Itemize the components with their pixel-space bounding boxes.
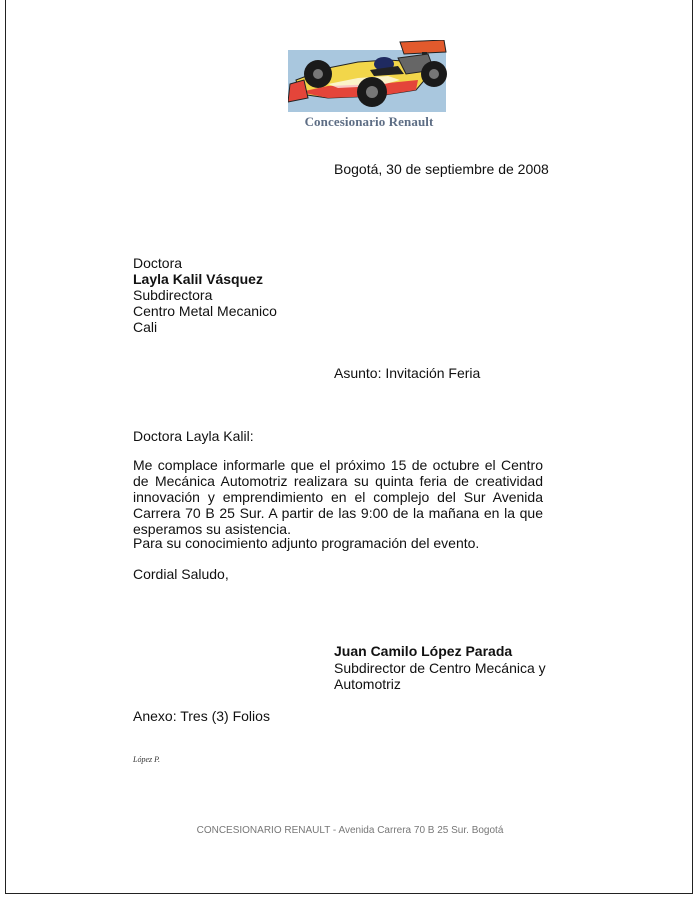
- body-paragraph-2: Para su conocimiento adjunto programación del evento.: [133, 535, 480, 551]
- date-line: Bogotá, 30 de septiembre de 2008: [334, 161, 549, 177]
- recipient-title: Doctora: [133, 255, 183, 271]
- race-car-icon: [288, 40, 448, 112]
- recipient-city: Cali: [133, 319, 158, 335]
- signature-role: [334, 660, 564, 692]
- signature-role-line-2: Automotriz: [334, 676, 401, 692]
- letter-page: [5, 0, 693, 894]
- company-name: Concesionario Renault: [304, 114, 434, 129]
- annex-line: Anexo: Tres (3) Folios: [133, 708, 270, 724]
- recipient-position: Subdirectora: [133, 287, 213, 303]
- signature-role-line-1: Subdirector de Centro Mecánica y: [334, 660, 546, 676]
- recipient-name: Layla Kalil Vásquez: [133, 271, 263, 287]
- closing: Cordial Saludo,: [133, 566, 229, 582]
- body-paragraph-1: Me complace informarle que el próximo 15 de octubre el Centro de Mecánica Automotriz realizara su quinta feria de creatividad innovación y emprendimiento en el complejo del Sur Avenida Carrera 70 B 25 Sur. A partir de las 9:00 de la mañana en la que esperamos su asistencia.: [133, 457, 543, 537]
- initials: López P.: [133, 755, 160, 764]
- recipient-block: [133, 255, 277, 335]
- signature-name: Juan Camilo López Parada: [334, 643, 513, 659]
- footer-address: CONCESIONARIO RENAULT - Avenida Carrera 70 B 25 Sur. Bogotá: [196, 825, 504, 836]
- subject-line: Asunto: Invitación Feria: [334, 365, 481, 381]
- recipient-organization: Centro Metal Mecanico: [133, 303, 277, 319]
- greeting: Doctora Layla Kalil:: [133, 428, 254, 444]
